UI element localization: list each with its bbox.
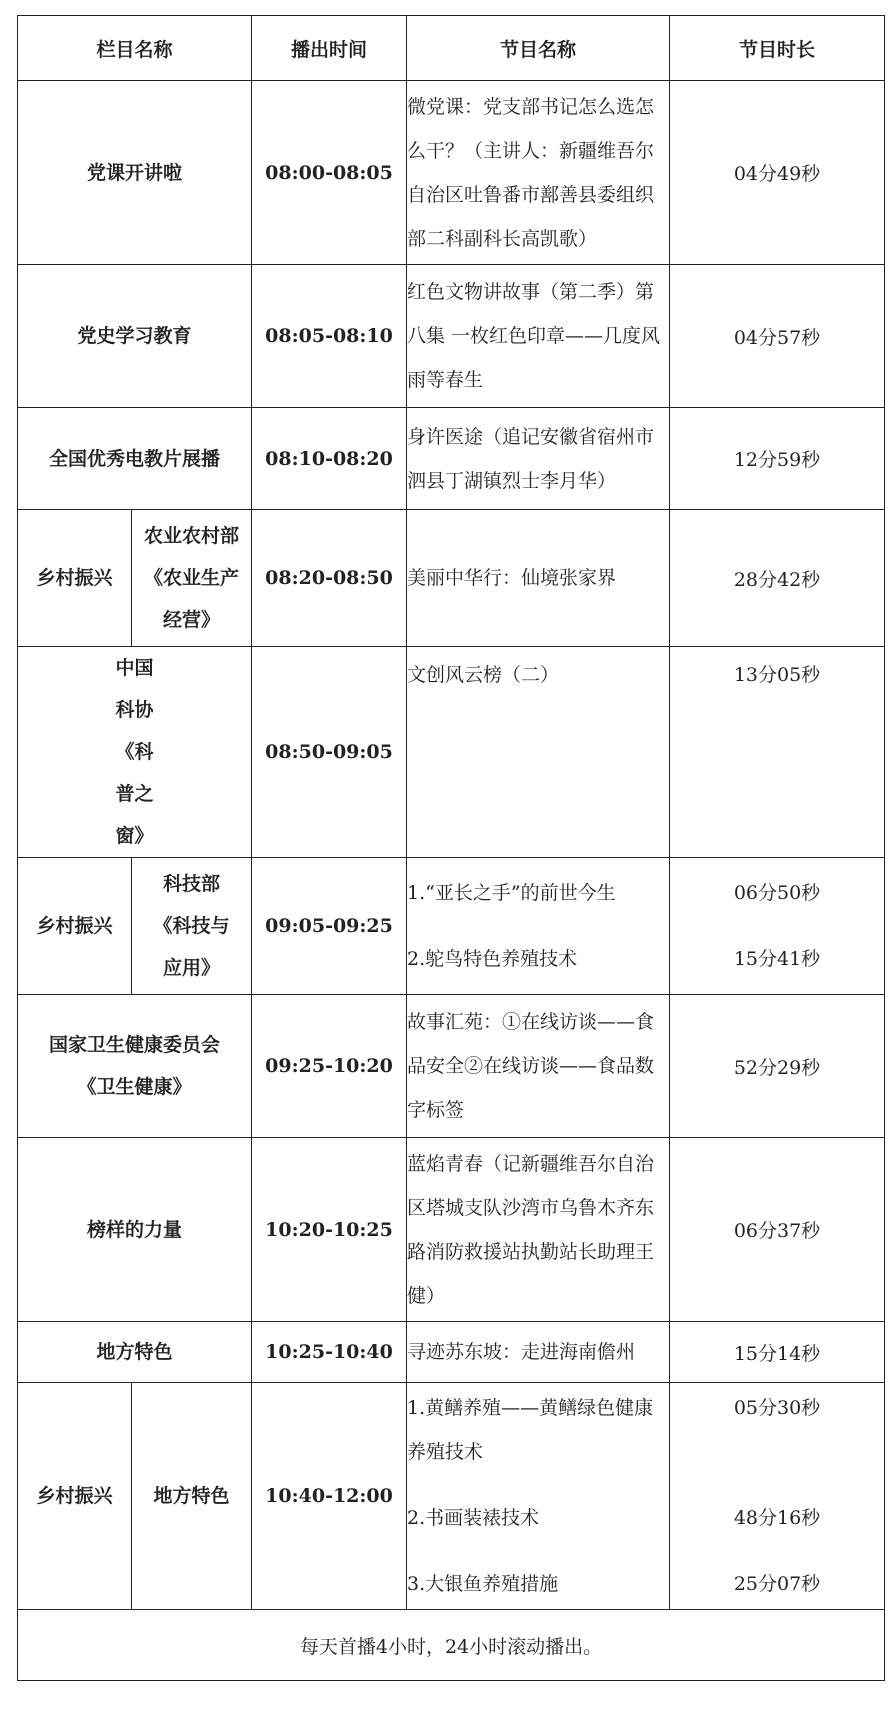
header-broadcast-time: 播出时间 [252,16,407,81]
header-program-name: 节目名称 [407,16,670,81]
column-name: 国家卫生健康委员会《卫生健康》 [18,995,252,1138]
duration: 52分29秒 [670,995,885,1138]
duration: 48分16秒 [733,1507,821,1529]
duration: 12分59秒 [670,408,885,510]
column-name: 党史学习教育 [18,265,252,408]
table-row [18,647,885,858]
program-name: 故事汇苑：①在线访谈——食品安全②在线访谈——食品数字标签 [407,995,670,1138]
duration: 25分07秒 [733,1573,821,1595]
duration: 28分42秒 [670,510,885,647]
column-name: 地方特色 [18,1322,252,1383]
column-name: 乡村振兴 [18,858,132,995]
program-name: 2.鸵鸟特色养殖技术 [407,948,578,970]
program-name: 身许医途（追记安徽省宿州市泗县丁湖镇烈士李月华） [407,408,670,510]
column-name: 榜样的力量 [18,1138,252,1322]
broadcast-time: 09:05-09:25 [252,858,407,995]
program-name: 3.大银鱼养殖措施 [407,1573,559,1595]
header-row [18,16,885,81]
broadcast-schedule-table [17,15,885,1681]
program-name: 微党课：党支部书记怎么选怎么干？（主讲人：新疆维吾尔自治区吐鲁番市鄯善县委组织部二科副科长高凯歌） [407,81,670,265]
program-name: 蓝焰青春（记新疆维吾尔自治区塔城支队沙湾市乌鲁木齐东路消防救援站执勤站长助理王健） [407,1138,670,1322]
table-row [18,81,885,265]
broadcast-time: 10:25-10:40 [252,1322,407,1383]
duration: 06分37秒 [670,1138,885,1322]
column-name: 党课开讲啦 [18,81,252,265]
sub-column-name: 科技部《科技与应用》 [132,858,252,995]
table-row [18,265,885,408]
table-row [18,1322,885,1383]
broadcast-time: 09:25-10:20 [252,995,407,1138]
duration-cell [670,858,885,995]
column-name: 全国优秀电教片展播 [18,408,252,510]
table-row [18,510,885,647]
table-row [18,995,885,1138]
program-name: 2.书画装裱技术 [407,1507,540,1529]
broadcast-time: 08:50-09:05 [252,647,407,858]
table-row [18,858,885,995]
duration: 06分50秒 [733,882,821,904]
duration: 15分14秒 [670,1322,885,1383]
sub-column-name: 农业农村部《农业生产经营》 [132,510,252,647]
sub-column-name: 地方特色 [132,1383,252,1610]
table-row [18,1138,885,1322]
broadcast-time: 08:05-08:10 [252,265,407,408]
column-name: 乡村振兴 [18,1383,132,1610]
footer-row [18,1610,885,1681]
program-name: 寻迹苏东坡：走进海南儋州 [407,1322,670,1383]
footer-note: 每天首播4小时，24小时滚动播出。 [18,1610,885,1681]
column-name: 中国科协《科普之窗》 [18,647,252,858]
header-column-name: 栏目名称 [18,16,252,81]
header-duration: 节目时长 [670,16,885,81]
duration-cell [670,1383,885,1610]
duration: 15分41秒 [733,948,821,970]
column-name: 乡村振兴 [18,510,132,647]
broadcast-time: 08:20-08:50 [252,510,407,647]
duration: 04分49秒 [670,81,885,265]
duration: 04分57秒 [670,265,885,408]
duration: 13分05秒 [670,647,885,858]
program-name: 1.黄鳝养殖——黄鳝绿色健康养殖技术 [407,1397,654,1463]
broadcast-time: 08:10-08:20 [252,408,407,510]
table-row [18,1383,885,1610]
table-row [18,408,885,510]
broadcast-time: 10:40-12:00 [252,1383,407,1610]
program-name: 美丽中华行：仙境张家界 [407,510,670,647]
duration: 05分30秒 [733,1397,821,1419]
program-cell [407,1383,670,1610]
broadcast-time: 10:20-10:25 [252,1138,407,1322]
program-name: 1.“亚长之手”的前世今生 [407,882,616,904]
broadcast-time: 08:00-08:05 [252,81,407,265]
program-name: 红色文物讲故事（第二季）第八集 一枚红色印章——几度风雨等春生 [407,265,670,408]
program-name: 文创风云榜（二） [407,647,670,858]
program-cell [407,858,670,995]
